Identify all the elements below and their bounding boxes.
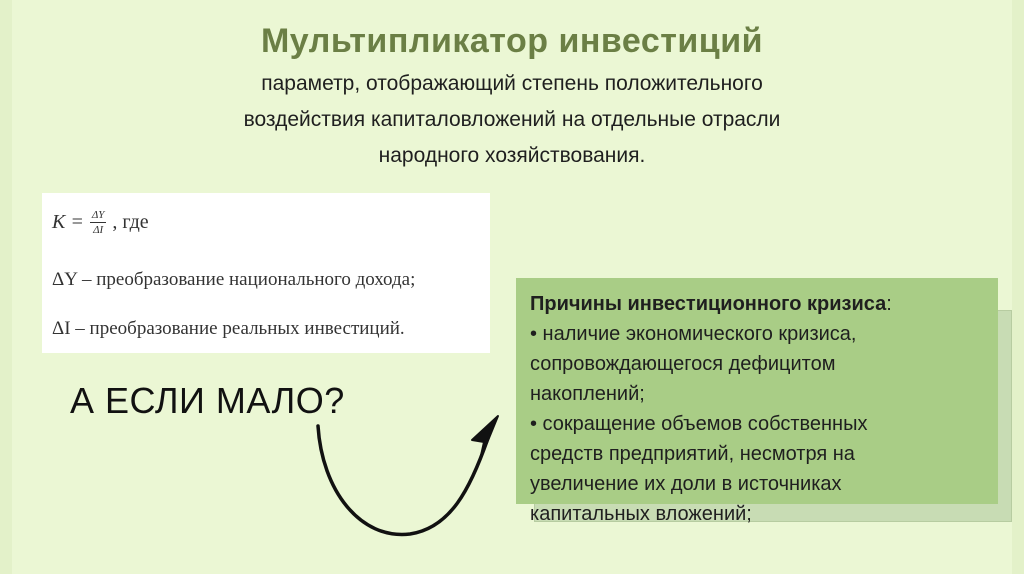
left-stripe xyxy=(0,0,12,574)
reasons-text xyxy=(530,289,970,529)
formula-numerator: ΔY xyxy=(91,209,105,221)
reason-1-line-3: накоплений; xyxy=(530,383,645,405)
slide-subtitle xyxy=(130,66,894,174)
curved-arrow-icon xyxy=(300,410,520,550)
reason-1-line-2: сопровождающегося дефицитом xyxy=(530,353,836,375)
reason-2-line-3: увеличение их доли в источниках xyxy=(530,473,842,495)
right-stripe xyxy=(1012,0,1024,574)
reasons-heading-line xyxy=(530,289,970,319)
formula-denominator: ΔI xyxy=(93,224,104,236)
formula-lhs: K = xyxy=(52,211,84,233)
subtitle-line-3: народного хозяйствования. xyxy=(378,144,646,167)
subtitle-line-1: параметр, отображающий степень положительного xyxy=(261,72,763,95)
formula-suffix: , где xyxy=(112,211,149,233)
reasons-heading: Причины инвестиционного кризиса xyxy=(530,293,887,315)
formula-fraction xyxy=(90,209,107,236)
reason-1-line-1: • наличие экономического кризиса, xyxy=(530,323,857,345)
reason-2-line-4: капитальных вложений; xyxy=(530,503,752,525)
question-text: А ЕСЛИ МАЛО? xyxy=(70,380,345,421)
reason-2-line-1: • сокращение объемов собственных xyxy=(530,413,868,435)
slide-title: Мультипликатор инвестиций xyxy=(260,22,763,60)
subtitle-line-2: воздействия капиталовложений на отдельные отрасли xyxy=(243,108,781,131)
formula-equation xyxy=(52,209,149,236)
formula-definition-y: ΔY – преобразование национального дохода; xyxy=(52,269,416,290)
reason-2-line-2: средств предприятий, несмотря на xyxy=(530,443,855,465)
reasons-heading-colon: : xyxy=(886,293,892,315)
formula-definition-i: ΔI – преобразование реальных инвестиций. xyxy=(52,318,405,339)
formula-image xyxy=(42,193,490,353)
